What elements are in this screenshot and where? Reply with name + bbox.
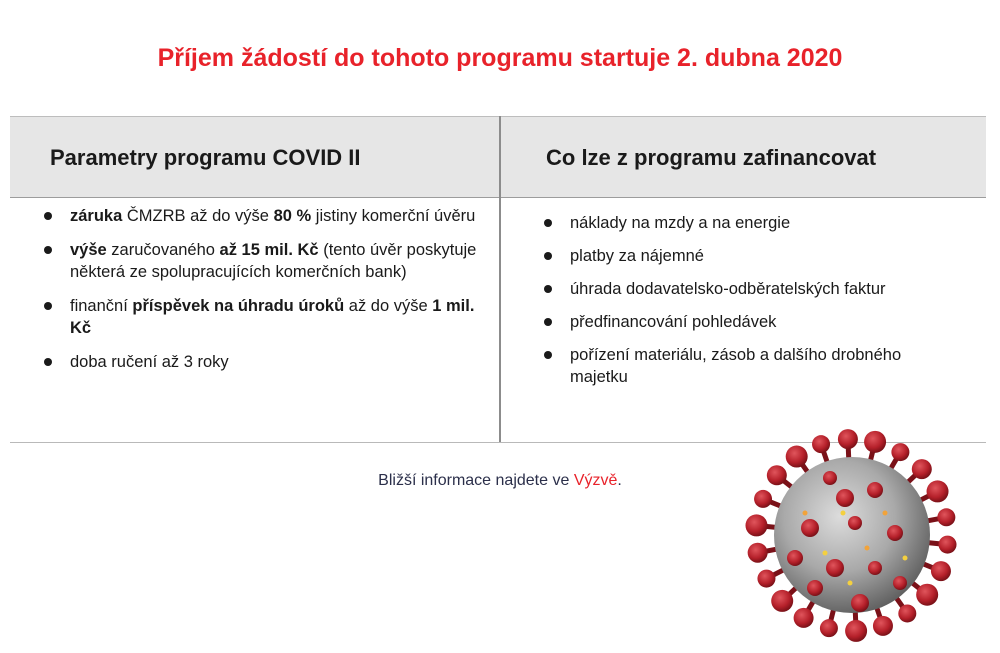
virus-spike [820,619,838,637]
item-text: předfinancování pohledávek [570,313,777,331]
column-divider [499,116,501,442]
virus-dot [883,511,888,516]
item-bold: 80 % [273,207,312,225]
bullet-icon [544,351,552,359]
virus-dot [823,551,828,556]
virus-spike [898,604,916,622]
left-column-header: Parametry programu COVID II [50,145,361,170]
item-bold: 1 mil. Kč [70,297,475,337]
virus-spike [836,489,854,507]
virus-spike [916,584,938,606]
item-text: jistiny komerční úvěru [311,207,476,225]
list-item [40,239,485,283]
virus-spike [848,516,862,530]
bullet-icon [44,212,52,220]
item-text: (tento úvěr poskytuje některá ze spolupracujících komerčních bank) [70,241,477,281]
virus-spike [754,490,772,508]
bullet-icon [44,358,52,366]
item-text: úhrada dodavatelsko-odběratelských faktur [570,280,886,298]
item-bold: příspěvek na úhradu úroků [132,297,345,315]
item-bold: až 15 mil. Kč [219,241,319,259]
virus-spike [807,580,823,596]
virus-spike [786,446,808,468]
right-column-header: Co lze z programu zafinancovat [546,145,877,170]
virus-spike [787,550,803,566]
page-headline: Příjem žádostí do tohoto programu startuje 2. dubna 2020 [157,44,843,72]
virus-spike [851,594,869,612]
virus-spike [767,465,787,485]
item-text: ČMZRB až do výše [122,207,274,225]
virus-dot [803,511,808,516]
virus-spike [864,431,886,453]
list-item [40,295,485,339]
virus-dot [903,556,908,561]
footnote-text: Bližší informace najdete ve [378,472,574,489]
virus-spike [937,508,955,526]
list-item [40,351,485,373]
bullet-icon [544,252,552,260]
virus-spike [823,471,837,485]
list-item [540,212,960,234]
financing-list [540,212,960,399]
item-text: náklady na mzdy a na energie [570,214,791,232]
bullet-icon [544,285,552,293]
item-text: až do výše [344,297,433,315]
item-text: finanční [70,297,133,315]
bullet-icon [44,246,52,254]
item-text: platby za nájemné [570,247,704,265]
virus-dot [841,511,846,516]
virus-dot [848,581,853,586]
virus-spike [845,620,867,642]
list-item [540,344,960,388]
bullet-icon [544,318,552,326]
virus-spike [812,435,830,453]
item-bold: výše [70,241,107,259]
virus-dot [865,546,870,551]
virus-spike [931,561,951,581]
list-item [40,205,485,227]
item-text: zaručovaného [106,241,220,259]
vyzva-link[interactable]: Výzvě [573,472,618,489]
virus-spike [912,459,932,479]
virus-spike [794,608,814,628]
bullet-icon [44,302,52,310]
item-text: doba ručení až 3 roky [70,353,229,371]
bullet-icon [544,219,552,227]
virus-spike [927,480,949,502]
item-bold: záruka [70,207,123,225]
virus-spike [745,514,767,536]
virus-spike [867,482,883,498]
virus-spike [838,429,858,449]
table-header-row [10,116,986,198]
virus-spike [868,561,882,575]
list-item [540,278,960,300]
parameters-list [40,205,485,385]
virus-spike [887,525,903,541]
virus-spike [801,519,819,537]
item-text: pořízení materiálu, zásob a dalšího drobného majetku [570,346,902,386]
virus-spike [771,590,793,612]
virus-spike [939,536,957,554]
virus-spike [893,576,907,590]
list-item [540,311,960,333]
footnote-text: . [617,472,622,489]
virus-spike [757,570,775,588]
list-item [540,245,960,267]
virus-spike [873,616,893,636]
virus-spike [891,443,909,461]
virus-spike [748,543,768,563]
coronavirus-icon [735,418,970,653]
virus-spike [826,559,844,577]
